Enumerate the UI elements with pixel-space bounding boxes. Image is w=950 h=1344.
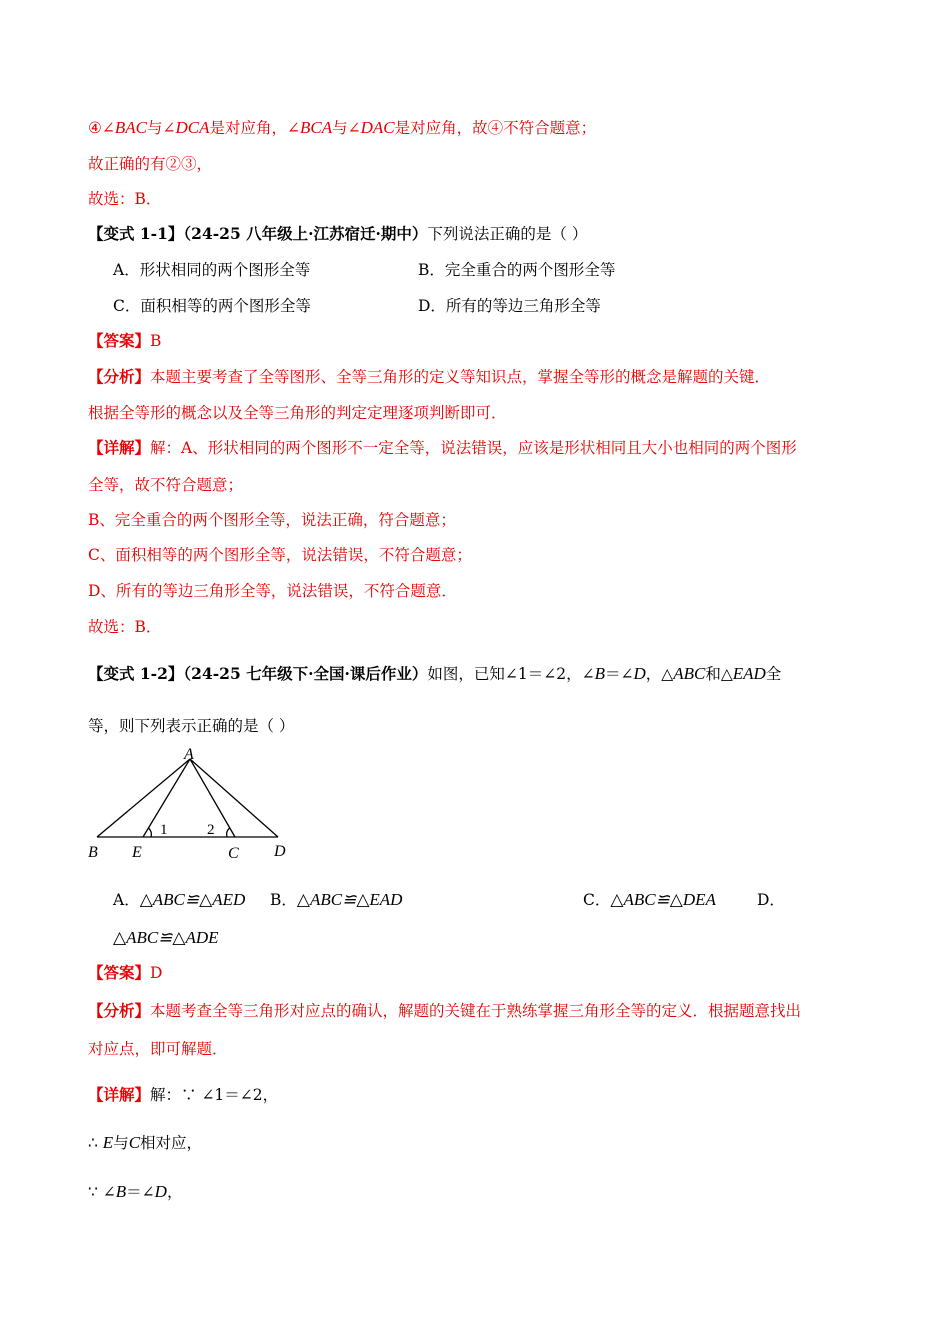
answer-line-2: 【答案】D — [88, 963, 163, 982]
question-1-1-stem: 【变式 1-1】（24-25 八年级上·江苏宿迁·期中）下列说法正确的是（ ） — [88, 224, 588, 243]
detail2-line-1: 【详解】解：∵ ∠1＝∠2， — [88, 1085, 279, 1104]
analysis-line-1: 【分析】本题主要考查了全等图形、全等三角形的定义等知识点，掌握全等形的概念是解题的关键． — [88, 367, 771, 386]
label-angle-1: 1 — [160, 822, 168, 838]
label-e: E — [132, 844, 142, 861]
question-tag: 【变式 1-1】 — [88, 224, 184, 243]
option-b: B．完全重合的两个图形全等 — [418, 261, 616, 279]
angle-1-arc — [149, 828, 152, 837]
segment-ad — [190, 759, 278, 837]
detail2-line-3: ∵ ∠B＝∠D， — [88, 1182, 183, 1201]
prev-solution-line-1: ④∠BAC与∠DCA是对应角，∠BCA与∠DAC是对应角，故④不符合题意； — [88, 118, 597, 137]
option-d-label: D． — [757, 891, 785, 909]
label-b: B — [88, 844, 98, 861]
choose-line: 故选：B． — [88, 618, 162, 636]
option-c-congruence: C．△ABC≌△DEA — [583, 890, 716, 909]
option-d: D．所有的等边三角形全等 — [418, 297, 601, 315]
answer-line: 【答案】B — [88, 331, 162, 350]
analysis-line-2: 根据全等形的概念以及全等三角形的判定定理逐项判断即可． — [88, 404, 507, 422]
question-1-2-stem-2: 等，则下列表示正确的是（ ） — [88, 717, 295, 735]
analysis2-line-1: 【分析】本题考查全等三角形对应点的确认，解题的关键在于熟练掌握三角形全等的定义．根据题意找出 — [88, 1001, 802, 1020]
option-a: A．形状相同的两个图形全等 — [113, 261, 311, 279]
question-1-2-stem: 【变式 1-2】（24-25 七年级下·全国·课后作业）如图，已知∠1＝∠2，∠B＝∠D，△ABC和△EAD全 — [88, 664, 782, 683]
label-a: A — [184, 746, 194, 763]
option-c: C．面积相等的两个图形全等 — [113, 297, 311, 315]
triangle-figure — [80, 745, 300, 865]
option-b-congruence: B．△ABC≌△EAD — [270, 890, 403, 909]
prev-solution-line-2: 故正确的有②③， — [88, 155, 213, 173]
detail-line-2: 全等，故不符合题意； — [88, 476, 244, 494]
label-d: D — [274, 843, 286, 860]
detail2-line-2: ∴ E与C相对应， — [88, 1133, 203, 1152]
analysis2-line-2: 对应点，即可解题． — [88, 1040, 228, 1058]
detail-line-1: 【详解】解：A、形状相同的两个图形不一定全等，说法错误，应该是形状相同且大小也相同的两个图形 — [88, 438, 797, 457]
detail-line-5: D、所有的等边三角形全等，说法错误，不符合题意． — [88, 582, 457, 600]
label-angle-2: 2 — [207, 822, 215, 838]
segment-ab — [97, 759, 190, 837]
prev-solution-choose: 故选：B． — [88, 190, 162, 208]
detail-line-3: B、完全重合的两个图形全等，说法正确，符合题意； — [88, 511, 456, 529]
option-d-congruence: △ABC≌△ADE — [113, 928, 219, 947]
detail-line-4: C、面积相等的两个图形全等，说法错误，不符合题意； — [88, 546, 472, 564]
label-c: C — [228, 845, 239, 862]
angle-2-arc — [227, 828, 230, 837]
option-a-congruence: A．△ABC≌△AED — [113, 890, 246, 909]
